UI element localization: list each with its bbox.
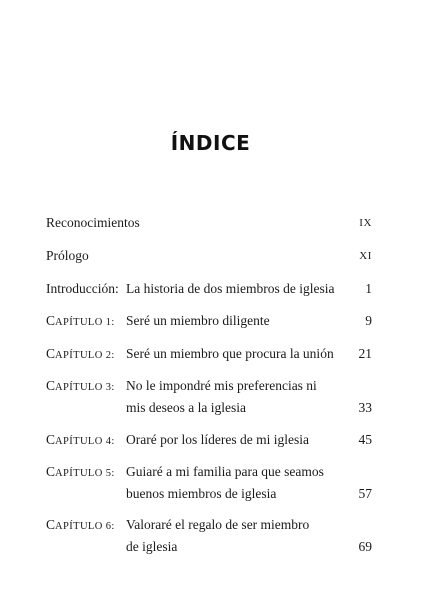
toc-entry-title <box>126 375 336 419</box>
toc-entry-title: Reconocimientos <box>46 215 140 230</box>
toc-page-number: 57 <box>358 486 372 501</box>
toc-page-number: 45 <box>358 432 372 447</box>
toc-entry-title <box>126 514 336 558</box>
title-line: de iglesia <box>126 539 178 554</box>
toc-entry-title <box>126 310 336 332</box>
toc-page-number: 69 <box>358 539 372 554</box>
toc-page-number: IX <box>359 217 372 229</box>
title-line: Valoraré el regalo de ser miembro <box>126 517 310 532</box>
toc-entry-title: Prólogo <box>46 248 89 263</box>
toc-entry-title <box>126 343 336 365</box>
toc-entry-label: CAPÍTULO 4: <box>46 432 115 447</box>
toc-entry-label: CAPÍTULO 2: <box>46 346 115 361</box>
toc-entry-title <box>126 278 336 300</box>
toc-page-number: 33 <box>358 400 372 415</box>
toc-page-number: 9 <box>365 313 372 328</box>
title-line: No le impondré mis preferencias ni <box>126 378 317 393</box>
toc-page-number: 1 <box>365 281 372 296</box>
toc-entry-label: CAPÍTULO 1: <box>46 313 115 328</box>
toc-entry-label: Introducción: <box>46 281 119 296</box>
toc-entry-label: CAPÍTULO 5: <box>46 464 115 479</box>
toc-page-number: XI <box>359 250 372 262</box>
toc-entry-label: CAPÍTULO 6: <box>46 517 115 532</box>
toc-entry-label: CAPÍTULO 3: <box>46 378 115 393</box>
toc-entry-title <box>126 461 336 505</box>
title-line: buenos miembros de iglesia <box>126 486 277 501</box>
title-line: Seré un miembro diligente <box>126 313 270 328</box>
title-line: mis deseos a la iglesia <box>126 400 246 415</box>
toc-entry-title <box>126 429 336 451</box>
title-line: Guiaré a mi familia para que seamos <box>126 464 324 479</box>
title-line: Oraré por los líderes de mi iglesia <box>126 432 309 447</box>
title-line: La historia de dos miembros de iglesia <box>126 281 335 296</box>
toc-page-number: 21 <box>358 346 372 361</box>
title-line: Seré un miembro que procura la unión <box>126 346 334 361</box>
page-title: ÍNDICE <box>170 131 251 155</box>
